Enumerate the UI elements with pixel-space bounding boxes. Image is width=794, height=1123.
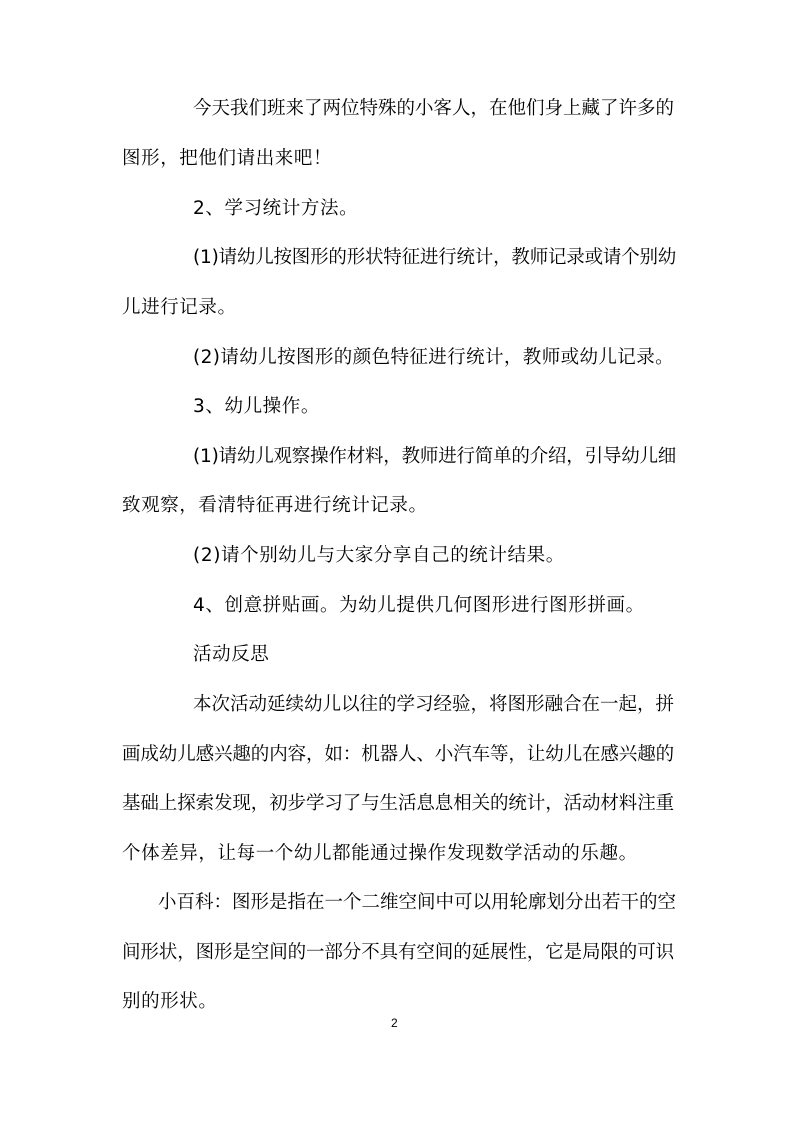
section-heading: 活动反思: [193, 644, 270, 665]
text-line: 3、幼儿操作。: [193, 396, 320, 417]
text-line: 4、创意拼贴画。为幼儿提供几何图形进行图形拼画。: [193, 595, 645, 616]
text-line: (2)请幼儿按图形的颜色特征进行统计，教师或幼儿记录。: [193, 347, 675, 368]
text-line: 儿进行记录。: [122, 297, 237, 318]
text-line: 小百科：图形是指在一个二维空间中可以用轮廓划分出若干的空: [158, 892, 677, 913]
text-line: 本次活动延续幼儿以往的学习经验，将图形融合在一起，拼: [193, 694, 675, 715]
text-line: 致观察，看清特征再进行统计记录。: [122, 495, 428, 516]
page-number: 2: [391, 1016, 398, 1030]
text-line: (1)请幼儿观察操作材料，教师进行简单的介绍，引导幼儿细: [193, 446, 677, 467]
text-line: 图形，把他们请出来吧！: [122, 148, 333, 169]
text-line: 个体差异，让每一个幼儿都能通过操作发现数学活动的乐趣。: [122, 843, 638, 864]
text-line: 别的形状。: [122, 991, 218, 1012]
text-line: (1)请幼儿按图形的形状特征进行统计，教师记录或请个别幼: [193, 247, 677, 268]
text-line: 今天我们班来了两位特殊的小客人，在他们身上藏了许多的: [193, 98, 675, 119]
text-line: 间形状，图形是空间的一部分不具有空间的延展性，它是局限的可识: [122, 942, 675, 963]
text-line: 基础上探索发现，初步学习了与生活息息相关的统计，活动材料注重: [122, 793, 675, 814]
text-line: 画成幼儿感兴趣的内容，如：机器人、小汽车等，让幼儿在感兴趣的: [122, 744, 675, 765]
text-line: 2、学习统计方法。: [193, 198, 359, 219]
text-line: (2)请个别幼儿与大家分享自己的统计结果。: [193, 545, 565, 566]
